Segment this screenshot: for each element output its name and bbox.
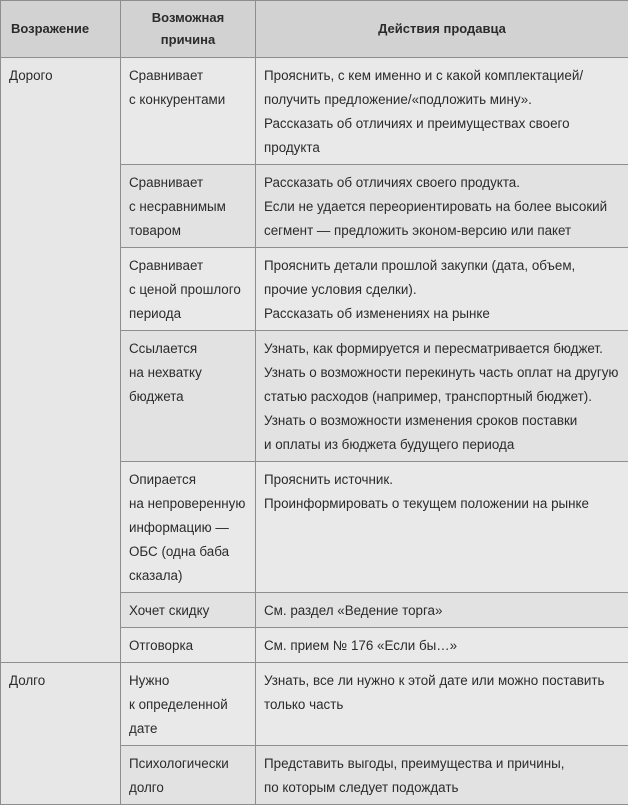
action-line: продукта — [264, 136, 620, 160]
action-line: Рассказать об изменениях на рынке — [264, 302, 620, 326]
cause-cell — [121, 248, 256, 331]
action-line: Узнать о возможности изменения сроков поставки — [264, 409, 620, 433]
action-line: прочие условия сделки). — [264, 278, 620, 302]
action-line: по которым следует подождать — [264, 776, 620, 800]
cause-line: Опирается — [129, 468, 247, 492]
cause-cell — [121, 165, 256, 248]
table-body — [1, 58, 628, 805]
action-line: Прояснить источник. — [264, 468, 620, 492]
cause-line: Отговорка — [129, 634, 247, 658]
table-row — [1, 58, 628, 165]
action-cell — [256, 628, 628, 663]
action-line: статью расходов (например, транспортный бюджет). — [264, 385, 620, 409]
header-objection: Возражение — [1, 1, 121, 58]
header-cause — [121, 1, 256, 58]
cause-line: к определенной — [129, 693, 247, 717]
cause-cell — [121, 746, 256, 805]
cause-line: Сравнивает — [129, 64, 247, 88]
action-cell — [256, 165, 628, 248]
action-line: Узнать, как формируется и пересматривается бюджет. — [264, 337, 620, 361]
action-cell — [256, 663, 628, 746]
header-action: Действия продавца — [256, 1, 628, 58]
action-line: Рассказать об отличиях и преимуществах своего — [264, 112, 620, 136]
cause-line: Психологически — [129, 752, 247, 776]
cause-cell — [121, 462, 256, 593]
cause-line: Ссылается — [129, 337, 247, 361]
cause-cell — [121, 331, 256, 462]
action-cell — [256, 248, 628, 331]
cause-line: с ценой прошлого — [129, 278, 247, 302]
action-line: сегмент — предложить эконом-версию или пакет — [264, 219, 620, 243]
action-line: получить предложение/«подложить мину». — [264, 88, 620, 112]
action-line: и оплаты из бюджета будущего периода — [264, 433, 620, 457]
action-cell — [256, 746, 628, 805]
cause-line: Хочет скидку — [129, 599, 247, 623]
action-line: Если не удается переориентировать на более высокий — [264, 195, 620, 219]
cause-cell — [121, 628, 256, 663]
cause-cell — [121, 593, 256, 628]
action-cell — [256, 58, 628, 165]
cause-line: с конкурентами — [129, 88, 247, 112]
header-cause-line: Возможная — [127, 7, 249, 29]
cause-line: с несравнимым — [129, 195, 247, 219]
action-line: Представить выгоды, преимущества и причины, — [264, 752, 620, 776]
action-cell — [256, 593, 628, 628]
objection-cell: Дорого — [1, 58, 121, 663]
action-line: Прояснить, с кем именно и с какой комплектацией/ — [264, 64, 620, 88]
action-line: Узнать о возможности перекинуть часть оплат на другую — [264, 361, 620, 385]
action-line: Узнать, все ли нужно к этой дате или можно поставить — [264, 669, 620, 693]
cause-cell — [121, 58, 256, 165]
header-cause-line: причина — [127, 29, 249, 51]
action-line: Прояснить детали прошлой закупки (дата, объем, — [264, 254, 620, 278]
cause-line: Нужно — [129, 669, 247, 693]
action-line: Проинформировать о текущем положении на рынке — [264, 492, 620, 516]
action-line: См. прием № 176 «Если бы…» — [264, 634, 620, 658]
action-cell — [256, 462, 628, 593]
action-line: См. раздел «Ведение торга» — [264, 599, 620, 623]
table-row — [1, 663, 628, 746]
action-line: Рассказать об отличиях своего продукта. — [264, 171, 620, 195]
cause-line: сказала) — [129, 564, 247, 588]
cause-line: товаром — [129, 219, 247, 243]
cause-line: на нехватку — [129, 361, 247, 385]
cause-line: информацию — — [129, 516, 247, 540]
objection-cell: Долго — [1, 663, 121, 805]
cause-line: Сравнивает — [129, 171, 247, 195]
cause-line: долго — [129, 776, 247, 800]
cause-line: бюджета — [129, 385, 247, 409]
table-header — [1, 1, 628, 58]
cause-line: ОБС (одна баба — [129, 540, 247, 564]
cause-line: дате — [129, 717, 247, 741]
cause-line: Сравнивает — [129, 254, 247, 278]
action-line: только часть — [264, 693, 620, 717]
cause-line: на непроверенную — [129, 492, 247, 516]
cause-cell — [121, 663, 256, 746]
action-cell — [256, 331, 628, 462]
cause-line: периода — [129, 302, 247, 326]
